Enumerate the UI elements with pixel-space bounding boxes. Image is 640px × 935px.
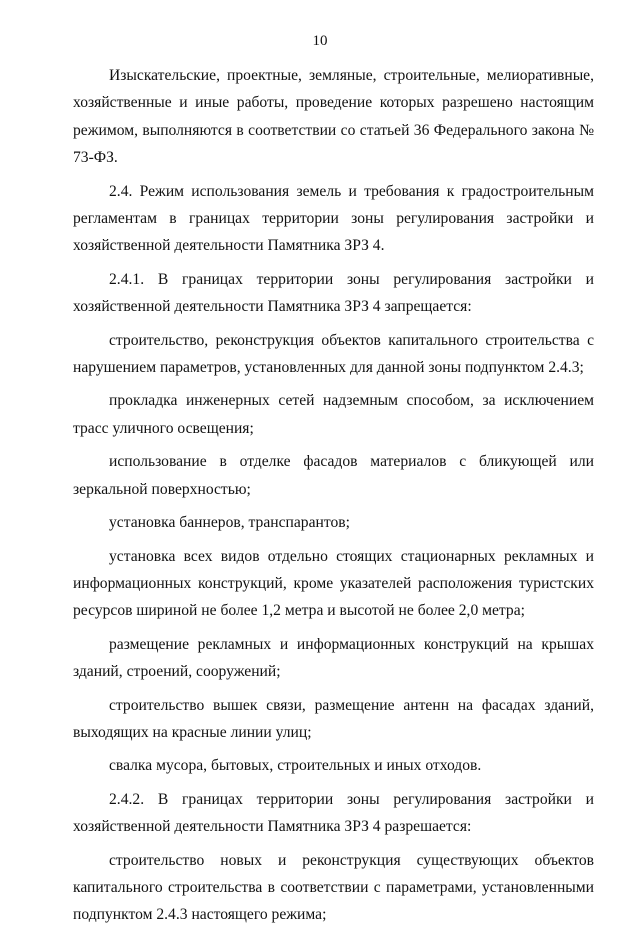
paragraph-prohibited-standalone-ads: установка всех видов отдельно стоящих стационарных рекламных и информационных конструкций, кроме указателей расположения туристских ресурсов шириной не более 1,2 метра и высотой не более 2,0 метра; — [73, 547, 594, 620]
paragraph-prohibited-banners: установка баннеров, транспарантов; — [109, 514, 350, 532]
paragraph-prohibited-dumping: свалка мусора, бытовых, строительных и иных отходов. — [109, 757, 482, 775]
paragraph-works: Изыскательские, проектные, земляные, строительные, мелиоративные, хозяйственные и иные работы, проведение которых разрешено настоящим режимом, выполняются в соответствии со статьей 36 Федерального закона № 73-ФЗ. — [73, 67, 594, 167]
paragraph-prohibited-construction: строительство, реконструкция объектов капитального строительства с нарушением параметров, установленных для данной зоны подпунктом 2.4.3; — [73, 331, 594, 377]
paragraph-prohibited-networks: прокладка инженерных сетей надземным способом, за исключением трасс уличного освещения; — [73, 392, 594, 437]
paragraph-section-2-4-1: 2.4.1. В границах территории зоны регулирования застройки и хозяйственной деятельности Памятника ЗРЗ 4 запрещается: — [73, 270, 594, 316]
paragraph-prohibited-towers: строительство вышек связи, размещение антенн на фасадах зданий, выходящих на красные линии улиц; — [73, 696, 594, 741]
paragraph-prohibited-roof-ads: размещение рекламных и информационных конструкций на крышах зданий, строений, сооружений; — [73, 635, 594, 681]
page-number: 10 — [312, 33, 328, 49]
document-body — [73, 62, 594, 935]
paragraph-section-2-4-2: 2.4.2. В границах территории зоны регулирования застройки и хозяйственной деятельности Памятника ЗРЗ 4 разрешается: — [73, 790, 594, 836]
paragraph-allowed-construction: строительство новых и реконструкция существующих объектов капитального строительства в соответствии с параметрами, установленными подпунктом 2.4.3 настоящего режима; — [73, 851, 594, 924]
paragraph-section-2-4: 2.4. Режим использования земель и требования к градостроительным регламентам в границах территории зоны регулирования застройки и хозяйственной деятельности Памятника ЗРЗ 4. — [73, 182, 594, 255]
paragraph-prohibited-facade-materials: использование в отделке фасадов материалов с бликующей или зеркальной поверхностью; — [73, 453, 594, 498]
